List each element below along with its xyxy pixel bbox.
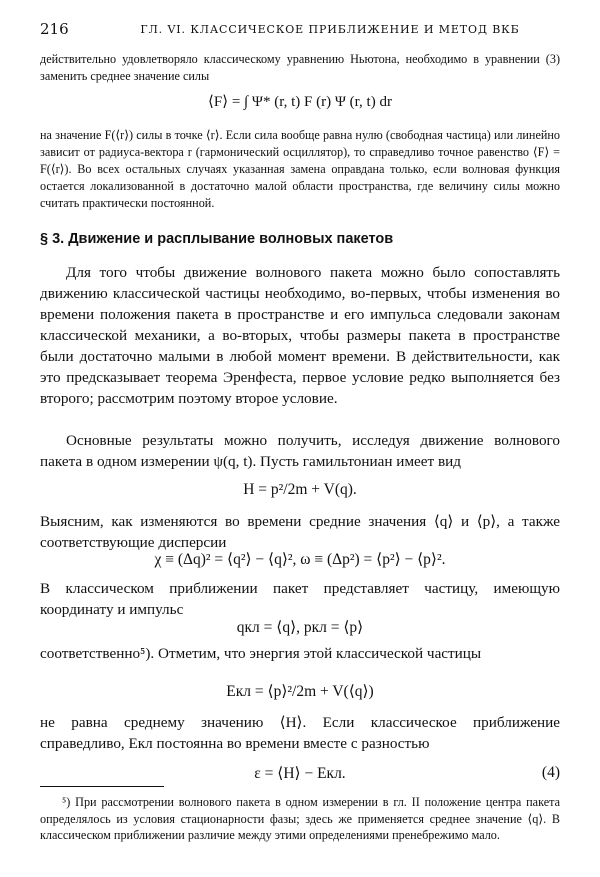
body-paragraph-3 (40, 511, 560, 553)
body-paragraph-6 (40, 712, 560, 754)
paragraph-text: Для того чтобы движение волнового пакета можно было сопоставлять движению классической частицы необходимо, во-первых, чтобы изменения во времени положения пакета в пространстве и его импульса следовали законам классической механики, а во-вторых, чтобы размеры пакета в пространстве были достаточно малыми в любой момент времени. В действительности, как это предсказывает теорема Эренфеста, первое условие редко выполняется без второго; рассмотрим поэтому второе условие. (40, 264, 560, 407)
classical-coordinates-equation: qкл = ⟨q⟩, pкл = ⟨p⟩ (236, 619, 364, 636)
force-average-formula: ⟨F⟩ = ∫ Ψ* (r, t) F (r) Ψ (r, t) dr (208, 94, 392, 110)
body-paragraph-2 (40, 430, 560, 472)
section-title: § 3. Движение и расплывание волновых пакетов (40, 231, 394, 247)
hamiltonian-equation: H = p²/2m + V(q). (243, 481, 357, 498)
running-header (40, 20, 560, 42)
paragraph-text: В классическом приближении пакет представляет частицу, имеющую координату и импульс (40, 580, 560, 618)
intro-paragraph-2 (40, 127, 560, 212)
paragraph-text: не равна среднему значению ⟨H⟩. Если классическое приближение справедливо, Eкл постоянна во времени вместе с разностью (40, 714, 560, 752)
intro-text-2: на значение F(⟨r⟩) силы в точке ⟨r⟩. Если сила вообще равна нулю (свободная частица) или линейно зависит от радиуса-вектора r (гармонический осциллятор), то справедливо точное равенство ⟨F⟩ = F(⟨r⟩). Во всех остальных случаях указанная замена оправдана только, если волновая функция остается локализованной в достаточно малой области пространства, где величину силы можно считать практически постоянной. (40, 128, 560, 210)
footnote (40, 794, 560, 844)
equation-number: (4) (541, 764, 560, 781)
intro-paragraph-1 (40, 51, 560, 85)
body-paragraph-5 (40, 643, 560, 664)
running-title: ГЛ. VI. КЛАССИЧЕСКОЕ ПРИБЛИЖЕНИЕ И МЕТОД ВКБ (140, 23, 520, 36)
paragraph-text: Выясним, как изменяются во времени средние значения ⟨q⟩ и ⟨p⟩, а также соответствующие дисперсии (40, 513, 560, 551)
dispersion-equation: χ ≡ (Δq)² = ⟨q²⟩ − ⟨q⟩², ω ≡ (Δp²) = ⟨p²⟩ − ⟨p⟩². (154, 551, 446, 568)
body-paragraph-1 (40, 262, 560, 409)
classical-energy-equation: Eкл = ⟨p⟩²/2m + V(⟨q⟩) (226, 683, 374, 700)
paragraph-text: Основные результаты можно получить, исследуя движение волнового пакета в одном измерении ψ(q, t). Пусть гамильтониан имеет вид (40, 432, 560, 470)
footnote-text: ⁵) При рассмотрении волнового пакета в одном измерении в гл. II положение центра пакета определялось из условия стационарности фазы; здесь же применяется среднее значение ⟨q⟩. В классическом приближении различие между этими определениями пренебрежимо мало. (40, 795, 560, 842)
paragraph-text: соответственно⁵). Отметим, что энергия этой классической частицы (40, 645, 482, 662)
page-number: 216 (40, 20, 69, 38)
intro-text-1: действительно удовлетворяло классическому уравнению Ньютона, необходимо в уравнении (3) заменить среднее значение силы (40, 52, 560, 83)
footnote-divider (40, 786, 164, 787)
epsilon-equation (40, 764, 560, 783)
body-paragraph-4 (40, 578, 560, 620)
epsilon-formula: ε = ⟨H⟩ − Eкл. (254, 765, 346, 782)
